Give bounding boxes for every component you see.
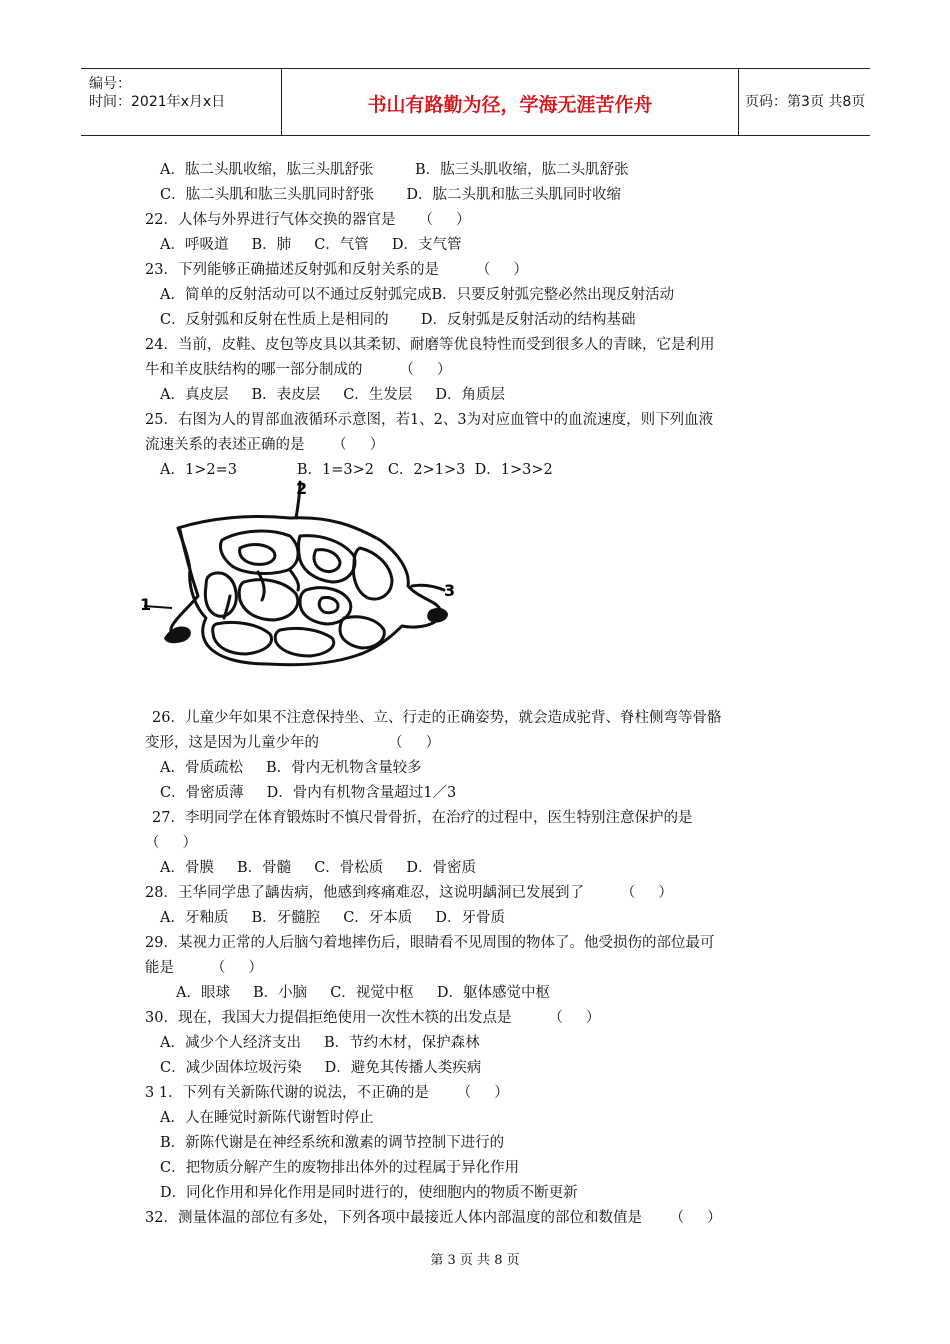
option-line: A．牙釉质 B．牙髓腔 C．牙本质 D．牙骨质: [160, 910, 505, 926]
option-line: A．真皮层 B．表皮层 C．生发层 D．角质层: [160, 387, 505, 403]
header-page-cell: [739, 69, 870, 135]
label-2: 2: [296, 479, 308, 498]
label-1: 1: [140, 595, 152, 614]
label-3: 3: [444, 581, 456, 600]
slogan: 书山有路勤为径，学海无涯苦作舟: [367, 94, 653, 116]
number-label: 编号：: [89, 76, 131, 92]
option-line: B．新陈代谢是在神经系统和激素的调节控制下进行的: [160, 1135, 505, 1151]
question-line: 27．李明同学在体育锻炼时不慎尺骨骨折，在治疗的过程中，医生特别注意保护的是: [152, 810, 693, 826]
question-line: 22．人体与外界进行气体交换的器官是 （ ）: [145, 212, 471, 228]
question-line: 流速关系的表述正确的是 （ ）: [145, 437, 385, 453]
question-line: 26．儿童少年如果不注意保持坐、立、行走的正确姿势，就会造成驼背、脊柱侧弯等骨骼: [152, 710, 722, 726]
question-line: 28．王华同学患了龋齿病，他感到疼痛难忍，这说明龋洞已发展到了 （ ）: [145, 885, 673, 901]
question-line: 牛和羊皮肤结构的哪一部分制成的 （ ）: [145, 362, 452, 378]
question-line: 3 1．下列有关新陈代谢的说法，不正确的是 （ ）: [145, 1085, 509, 1101]
option-line: A．简单的反射活动可以不通过反射弧完成B．只要反射弧完整必然出现反射活动: [160, 287, 675, 303]
option-line: A．骨质疏松 B．骨内无机物含量较多: [160, 760, 422, 776]
option-line: C．减少固体垃圾污染 D．避免其传播人类疾病: [160, 1060, 482, 1076]
time-label: 时间：2021年x月x日: [89, 94, 226, 110]
option-line: A．减少个人经济支出 B．节约木材，保护森林: [160, 1035, 480, 1051]
page-header: [81, 68, 870, 136]
question-line: 25．右图为人的胃部血液循环示意图，若1、2、3为对应血管中的血流速度，则下列血液: [145, 412, 714, 428]
header-meta-cell: [81, 69, 282, 135]
option-line: C．骨密质薄 D．骨内有机物含量超过1／3: [160, 785, 457, 801]
stomach-diagram-svg: [140, 478, 460, 688]
option-line: A．呼吸道 B．肺 C．气管 D．支气管: [160, 237, 462, 253]
question-line: 32．测量体温的部位有多处，下列各项中最接近人体内部温度的部位和数值是 （ ）: [145, 1210, 722, 1226]
option-line: C．肱二头肌和肱三头肌同时舒张 D．肱二头肌和肱三头肌同时收缩: [160, 187, 621, 203]
option-line: A．眼球 B．小脑 C．视觉中枢 D．躯体感觉中枢: [176, 985, 550, 1001]
question-line: 30．现在，我国大力提倡拒绝使用一次性木筷的出发点是 （ ）: [145, 1010, 601, 1026]
page-footer: 第 3 页 共 8 页: [430, 1253, 520, 1268]
header-slogan-cell: [282, 69, 739, 135]
question-line: 24．当前，皮鞋、皮包等皮具以其柔韧、耐磨等优良特性而受到很多人的青睐，它是利用: [145, 337, 715, 353]
option-line: A．骨膜 B．骨髓 C．骨松质 D．骨密质: [160, 860, 476, 876]
option-line: A．1>2=3 B．1=3>2 C．2>1>3 D．1>3>2: [160, 462, 553, 478]
option-line: A．肱二头肌收缩，肱三头肌舒张 B．肱三头肌收缩，肱二头肌舒张: [160, 162, 629, 178]
option-line: D．同化作用和异化作用是同时进行的，使细胞内的物质不断更新: [160, 1185, 578, 1201]
question-line: 23．下列能够正确描述反射弧和反射关系的是 （ ）: [145, 262, 528, 278]
stomach-blood-circulation-figure: [140, 478, 460, 688]
page-info: 页码：第3页 共8页: [745, 94, 866, 110]
question-line: 29．某视力正常的人后脑勺着地摔伤后，眼睛看不见周围的物体了。他受损伤的部位最可: [145, 935, 715, 951]
question-line: （ ）: [145, 835, 198, 851]
option-line: A．人在睡觉时新陈代谢暂时停止: [160, 1110, 374, 1126]
option-line: C．把物质分解产生的废物排出体外的过程属于异化作用: [160, 1160, 520, 1176]
question-line: 变形，这是因为儿童少年的 （ ）: [145, 735, 441, 751]
option-line: C．反射弧和反射在性质上是相同的 D．反射弧是反射活动的结构基础: [160, 312, 636, 328]
question-line: 能是 （ ）: [145, 960, 263, 976]
